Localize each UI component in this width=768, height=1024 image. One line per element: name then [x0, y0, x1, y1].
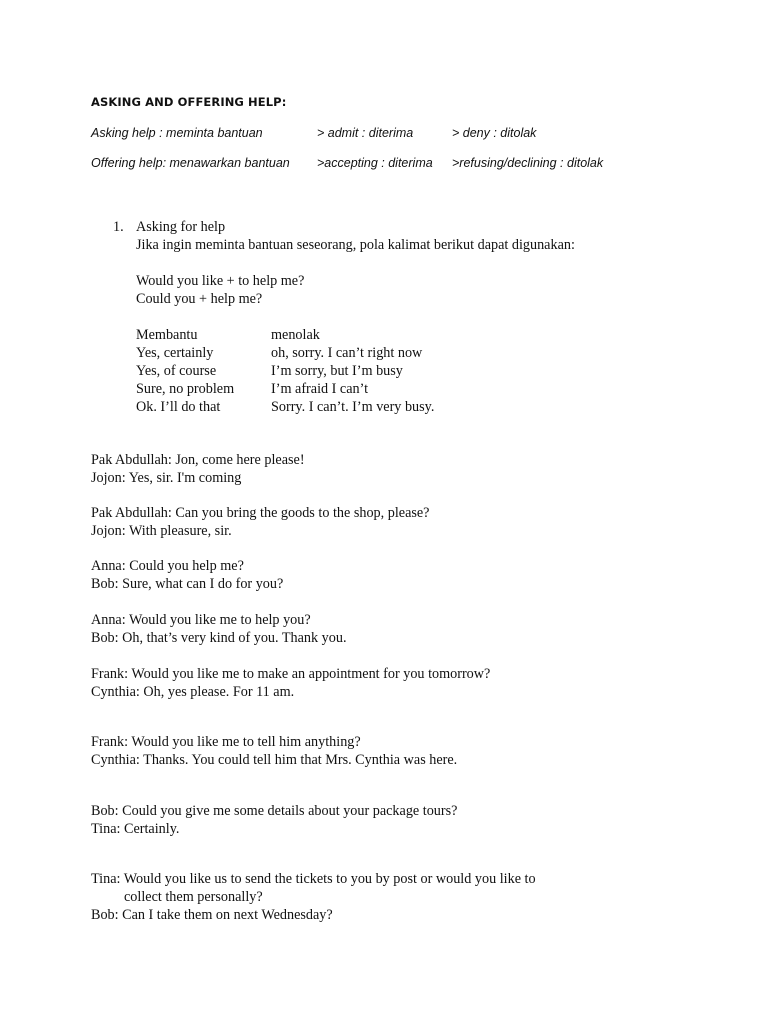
accept-phrase: Yes, of course	[136, 363, 217, 379]
dialog-block	[91, 504, 429, 540]
refuse-phrase: I’m afraid I can’t	[271, 381, 369, 397]
dialog-block	[91, 733, 457, 769]
intro-admit: > admit : diterima	[317, 126, 414, 140]
pattern-line: Could you + help me?	[136, 291, 263, 307]
refuse-phrase: I’m sorry, but I’m busy	[271, 363, 403, 379]
dialog-line: Bob: Can I take them on next Wednesday?	[91, 907, 333, 923]
dialog-line: Pak Abdullah: Jon, come here please!	[91, 452, 305, 468]
dialog-block	[91, 802, 457, 838]
pattern-line: Would you like + to help me?	[136, 273, 305, 289]
accept-phrase: Sure, no problem	[136, 381, 235, 397]
dialog-line: Cynthia: Oh, yes please. For 11 am.	[91, 684, 295, 700]
dialog-line: Jojon: With pleasure, sir.	[91, 523, 232, 539]
refuse-phrase: oh, sorry. I can’t right now	[271, 345, 423, 361]
dialog-line: collect them personally?	[124, 889, 263, 905]
dialog-line: Tina: Would you like us to send the tickets to you by post or would you like to	[91, 871, 536, 887]
header-menolak: menolak	[271, 327, 320, 343]
dialog-line: Frank: Would you like me to make an appointment for you tomorrow?	[91, 666, 491, 682]
dialog-line: Bob: Oh, that’s very kind of you. Thank you.	[91, 630, 347, 646]
document-heading: ASKING AND OFFERING HELP:	[91, 95, 287, 109]
refuse-phrase: Sorry. I can’t. I’m very busy.	[271, 399, 435, 415]
dialog-block	[91, 870, 536, 924]
dialog-line: Tina: Certainly.	[91, 821, 180, 837]
dialog-line: Bob: Sure, what can I do for you?	[91, 576, 284, 592]
intro-accepting: >accepting : diterima	[317, 156, 433, 170]
intro-deny: > deny : ditolak	[452, 126, 537, 140]
dialog-line: Pak Abdullah: Can you bring the goods to the shop, please?	[91, 505, 430, 521]
dialog-line: Cynthia: Thanks. You could tell him that Mrs. Cynthia was here.	[91, 752, 458, 768]
section-number: 1.	[113, 219, 124, 235]
dialog-line: Bob: Could you give me some details about your package tours?	[91, 803, 458, 819]
dialog-block	[91, 611, 347, 647]
header-membantu: Membantu	[136, 327, 198, 343]
dialog-block	[91, 451, 305, 487]
section-description: Jika ingin meminta bantuan seseorang, pola kalimat berikut dapat digunakan:	[136, 237, 575, 253]
intro-refusing: >refusing/declining : ditolak	[452, 156, 604, 170]
dialog-line: Anna: Would you like me to help you?	[91, 612, 311, 628]
intro-asking-help: Asking help : meminta bantuan	[91, 126, 263, 140]
dialog-line: Anna: Could you help me?	[91, 558, 244, 574]
dialog-line: Jojon: Yes, sir. I'm coming	[91, 470, 242, 486]
intro-offering-help: Offering help: menawarkan bantuan	[91, 156, 290, 170]
dialog-block	[91, 557, 283, 593]
dialog-line: Frank: Would you like me to tell him anything?	[91, 734, 361, 750]
section-title: Asking for help	[136, 219, 226, 235]
dialog-block	[91, 665, 490, 701]
accept-phrase: Ok. I’ll do that	[136, 399, 221, 415]
accept-phrase: Yes, certainly	[136, 345, 214, 361]
